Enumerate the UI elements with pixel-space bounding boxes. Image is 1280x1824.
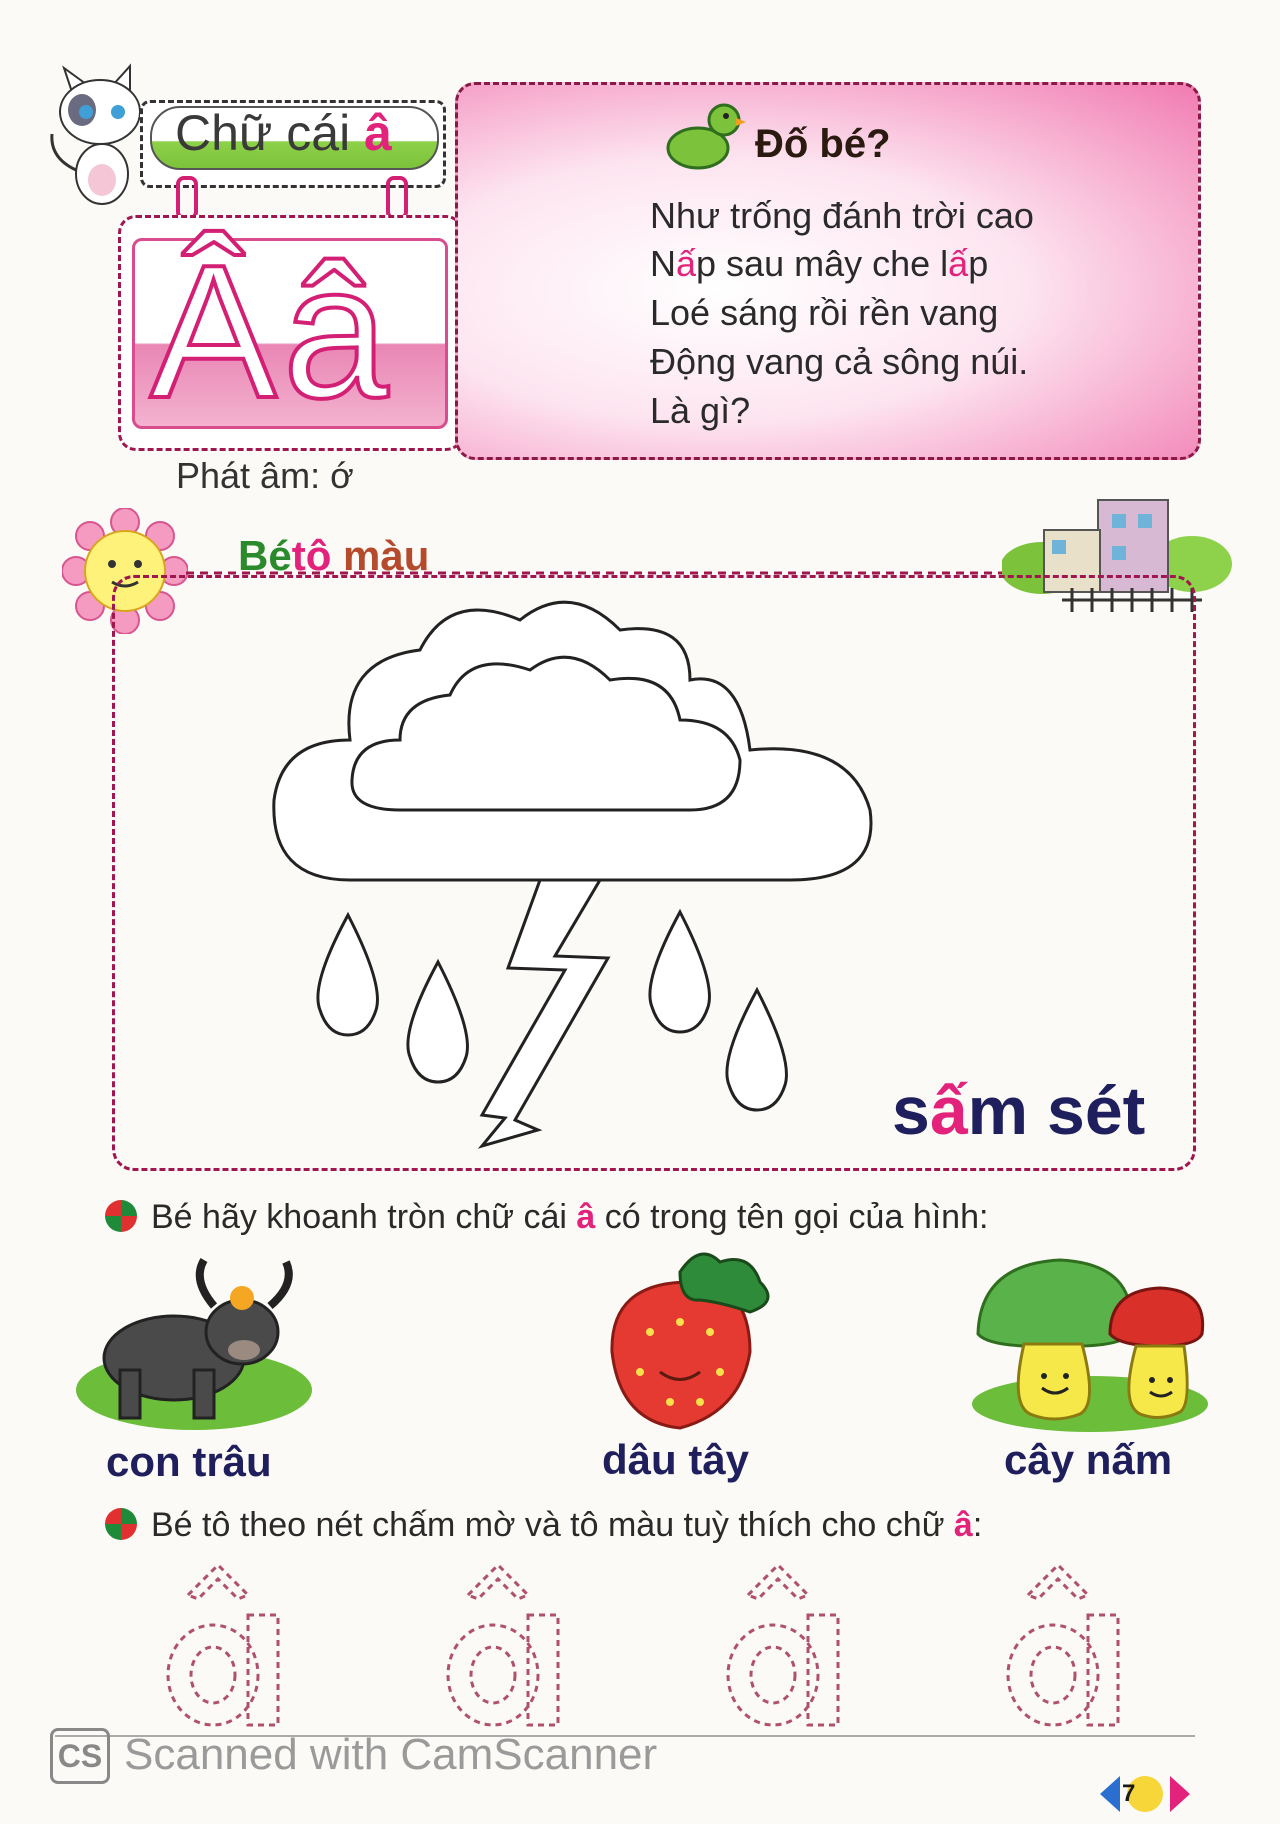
strawberry-icon <box>600 1242 790 1432</box>
trace-letter[interactable] <box>158 1555 298 1730</box>
ball-icon <box>105 1200 137 1232</box>
coloring-word <box>892 1072 1145 1150</box>
word-part: m sét <box>967 1073 1146 1149</box>
page-number-badge <box>1098 1772 1192 1816</box>
trace-letter[interactable] <box>998 1555 1138 1730</box>
trace-letter[interactable] <box>438 1555 578 1730</box>
instruction-text: Bé hãy khoanh tròn chữ cái <box>151 1198 577 1236</box>
riddle-line-3 <box>650 292 998 334</box>
coloring-title-2: tô <box>291 532 332 579</box>
hanger-ring-left <box>176 176 198 220</box>
riddle-text: Loé sáng rồi rền vang <box>650 292 999 333</box>
item-label-mushroom: cây nấm <box>1004 1436 1173 1483</box>
coloring-title-3: màu <box>343 532 430 579</box>
duck-icon <box>664 100 746 172</box>
riddle-title: Đố bé? <box>755 122 891 166</box>
camscanner-watermark: Scanned with CamScanner <box>124 1730 658 1779</box>
page-title <box>175 104 392 162</box>
big-letters: Ââ <box>150 226 395 438</box>
ball-icon <box>105 1508 137 1540</box>
riddle-line-1 <box>650 195 1034 237</box>
word-part: s <box>892 1073 930 1149</box>
coloring-title <box>238 532 429 580</box>
riddle-text: Như trống đánh trời cao <box>650 195 1034 236</box>
riddle-line-4 <box>650 341 1028 383</box>
trace-instruction <box>105 1506 982 1545</box>
circle-instruction <box>105 1198 988 1237</box>
riddle-text: p sau mây che l <box>696 243 949 284</box>
instruction-letter: â <box>576 1198 596 1236</box>
instruction-text: Bé tô theo nét chấm mờ và tô màu tuỳ thích cho chữ <box>151 1506 954 1544</box>
riddle-highlight: ấ <box>676 243 697 284</box>
pronunciation: Phát âm: ớ <box>176 455 354 496</box>
title-letter: â <box>364 105 392 161</box>
riddle-line-2 <box>650 243 988 285</box>
riddle-highlight: ấ <box>948 243 969 284</box>
title-prefix: Chữ cái <box>175 105 351 161</box>
coloring-title-1: Bé <box>238 532 292 579</box>
trace-letter[interactable] <box>718 1555 858 1730</box>
storm-cloud-icon <box>270 590 890 1150</box>
buffalo-icon <box>74 1240 314 1440</box>
item-label-strawberry: dâu tây <box>602 1436 750 1483</box>
camscanner-logo: CS <box>50 1728 110 1784</box>
instruction-text: có trong tên gọi của hình: <box>595 1198 989 1236</box>
mushroom-icon <box>970 1254 1210 1434</box>
instruction-letter: â <box>953 1506 973 1544</box>
riddle-line-5 <box>650 390 750 432</box>
hanger-ring-right <box>386 176 408 220</box>
word-highlight: ấ <box>929 1073 968 1149</box>
item-label-buffalo: con trâu <box>106 1438 272 1485</box>
page-number: 7 <box>1122 1780 1136 1807</box>
instruction-text: : <box>972 1506 983 1544</box>
riddle-text: Là gì? <box>650 390 751 431</box>
riddle-text: p <box>968 243 989 284</box>
riddle-text: Động vang cả sông núi. <box>650 341 1029 382</box>
riddle-text: N <box>650 243 676 284</box>
